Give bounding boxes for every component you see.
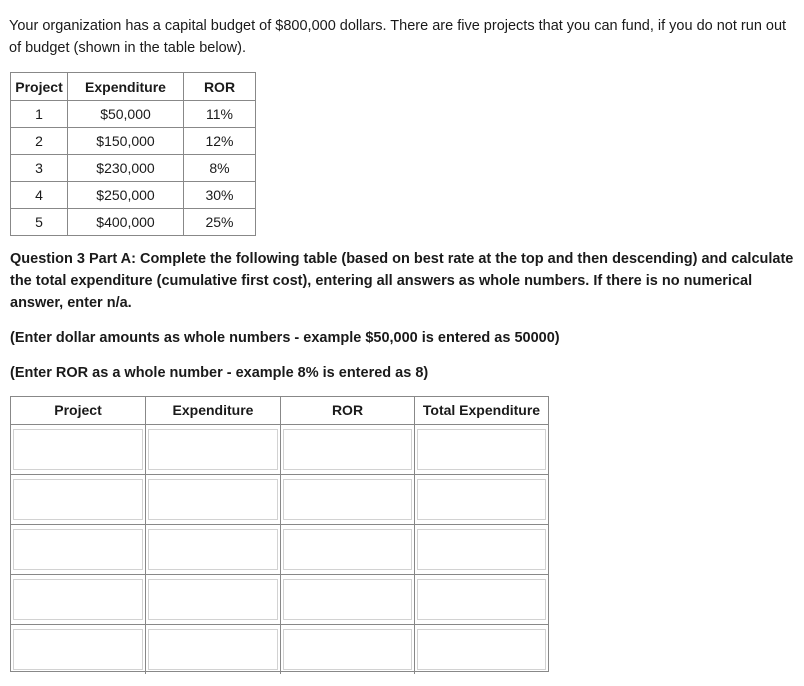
project-input[interactable]: [13, 479, 143, 520]
expenditure-input[interactable]: [148, 579, 278, 620]
project-ror: 8%: [184, 155, 256, 182]
answer-row: [11, 524, 548, 574]
ror-input[interactable]: [283, 529, 412, 570]
expenditure-input[interactable]: [148, 429, 278, 470]
project-ror: 12%: [184, 128, 256, 155]
answer-table-header: [11, 397, 548, 424]
ror-input[interactable]: [283, 629, 412, 670]
question-text: Question 3 Part A: Complete the following table (based on best rate at the top and then descending) and calculate the total expenditure (cumulative first cost), entering all answers as whole numbers. If there is no numerical answer, enter n/a.: [10, 251, 794, 311]
answer-header-expenditure: Expenditure: [146, 397, 281, 424]
project-expenditure: $250,000: [68, 182, 184, 209]
answer-header-total-expenditure: Total Expenditure: [422, 402, 541, 418]
projects-table-header: [11, 73, 256, 101]
table-row: [11, 182, 256, 209]
answer-row: [11, 424, 548, 474]
project-number: 1: [11, 101, 68, 128]
answer-header-ror: ROR: [281, 397, 415, 424]
expenditure-input[interactable]: [148, 479, 278, 520]
project-input[interactable]: [13, 529, 143, 570]
project-ror: 30%: [184, 182, 256, 209]
dollar-instruction: (Enter dollar amounts as whole numbers - example $50,000 is entered as 50000): [10, 330, 560, 346]
project-input[interactable]: [13, 579, 143, 620]
header-ror: ROR: [184, 73, 256, 101]
project-input[interactable]: [13, 629, 143, 670]
project-expenditure: $400,000: [68, 209, 184, 236]
ror-instruction: (Enter ROR as a whole number - example 8% is entered as 8): [10, 365, 429, 381]
total-expenditure-input[interactable]: [417, 629, 546, 670]
total-expenditure-input[interactable]: [417, 529, 546, 570]
project-number: 4: [11, 182, 68, 209]
project-expenditure: $230,000: [68, 155, 184, 182]
projects-table: [10, 72, 256, 236]
project-number: 5: [11, 209, 68, 236]
table-row: [11, 101, 256, 128]
project-number: 3: [11, 155, 68, 182]
answer-row: [11, 474, 548, 524]
expenditure-input[interactable]: [148, 529, 278, 570]
answer-header-project: Project: [11, 397, 146, 424]
ror-input[interactable]: [283, 579, 412, 620]
total-expenditure-input[interactable]: [417, 479, 546, 520]
table-row: [11, 128, 256, 155]
project-expenditure: $50,000: [68, 101, 184, 128]
header-project: Project: [11, 73, 68, 101]
ror-input[interactable]: [283, 479, 412, 520]
answer-table: [10, 396, 549, 672]
project-number: 2: [11, 128, 68, 155]
ror-input[interactable]: [283, 429, 412, 470]
table-row: [11, 155, 256, 182]
intro-text: Your organization has a capital budget of $800,000 dollars. There are five projects that you can fund, if you do not run out of budget (shown in the table below).: [9, 18, 787, 56]
project-expenditure: $150,000: [68, 128, 184, 155]
project-input[interactable]: [13, 429, 143, 470]
header-expenditure: Expenditure: [68, 73, 184, 101]
expenditure-input[interactable]: [148, 629, 278, 670]
answer-row: [11, 624, 548, 674]
table-row: [11, 209, 256, 236]
project-ror: 11%: [184, 101, 256, 128]
total-expenditure-input[interactable]: [417, 579, 546, 620]
total-expenditure-input[interactable]: [417, 429, 546, 470]
project-ror: 25%: [184, 209, 256, 236]
answer-row: [11, 574, 548, 624]
